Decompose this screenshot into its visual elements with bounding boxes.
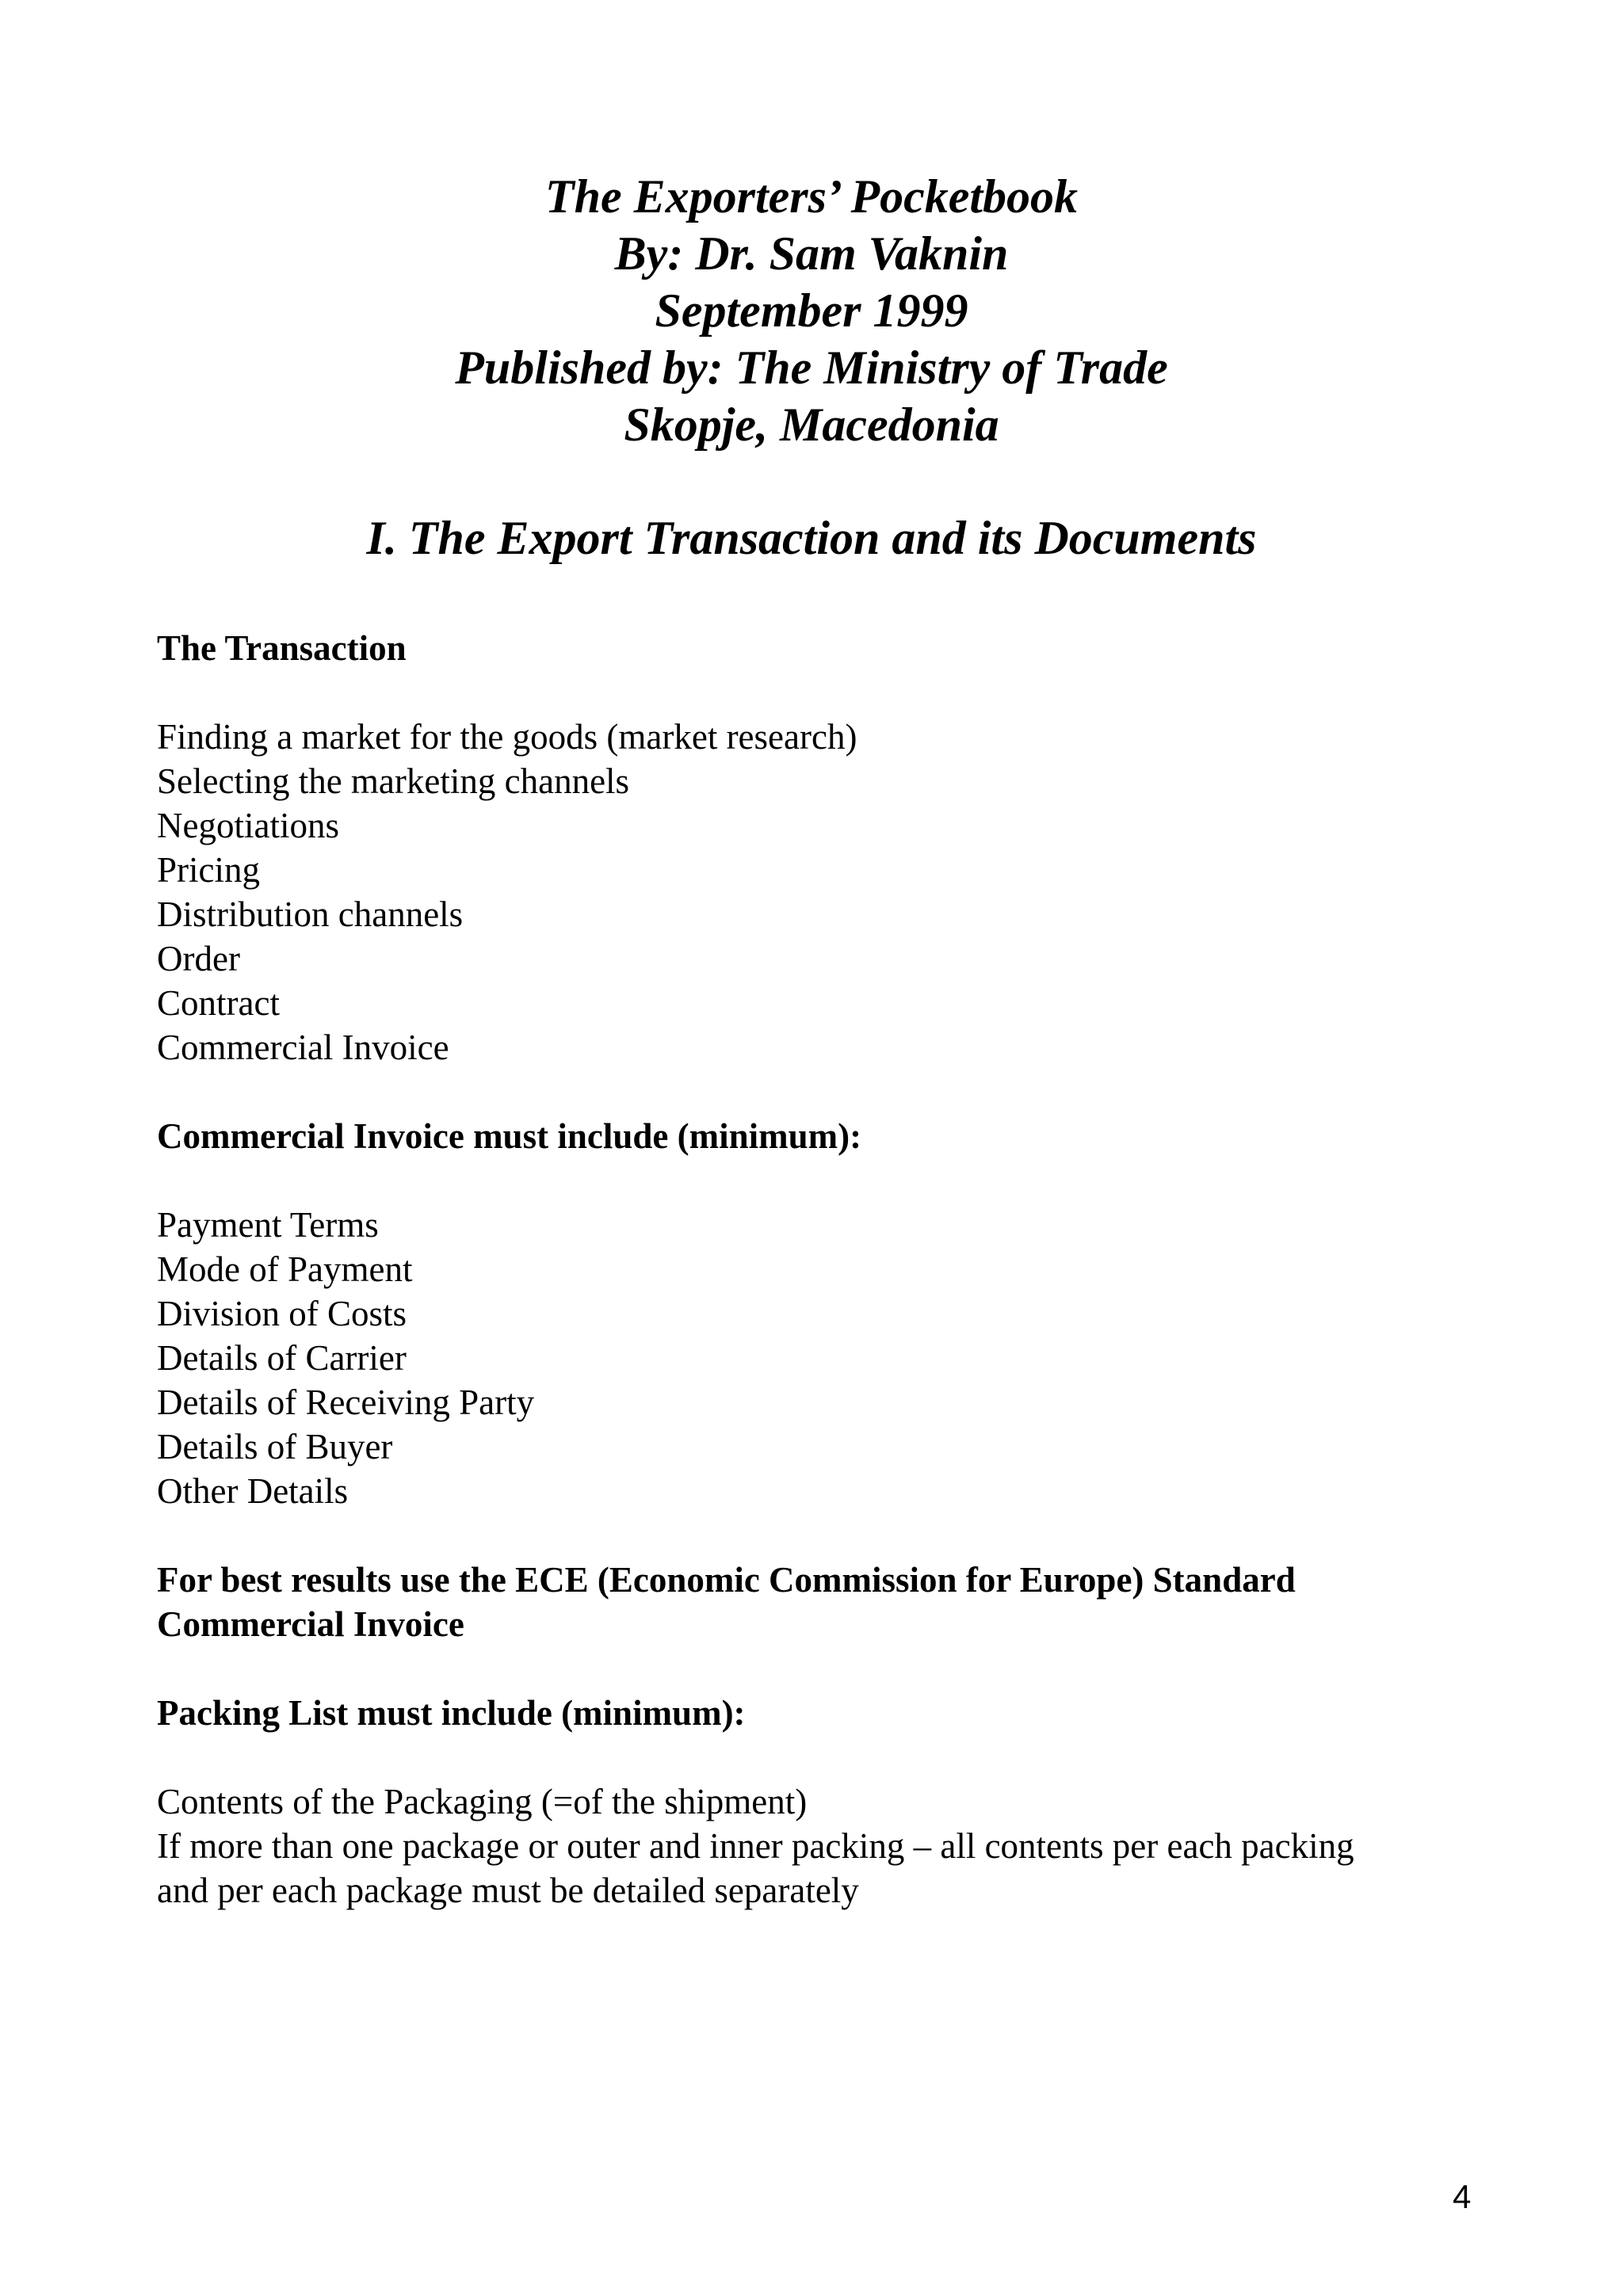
section-heading-invoice: Commercial Invoice must include (minimum): (157, 1116, 862, 1156)
list-item: Selecting the marketing channels (157, 761, 630, 801)
book-title: The Exporters’ Pocketbook (544, 170, 1079, 223)
spacer (157, 1735, 1488, 1779)
location-line: Skopje, Macedonia (624, 399, 999, 451)
section-heading-packing: Packing List must include (minimum): (157, 1693, 746, 1733)
publisher-line: Published by: The Ministry of Trade (455, 341, 1168, 394)
spacer (157, 1513, 1488, 1558)
list-item: Payment Terms (157, 1205, 379, 1245)
ece-note-line-2: Commercial Invoice (157, 1604, 464, 1644)
list-item: Details of Buyer (157, 1427, 393, 1466)
list-item: If more than one package or outer and inner packing – all contents per each packing (157, 1826, 1354, 1866)
spacer (157, 1646, 1488, 1691)
list-item: Details of Receiving Party (157, 1383, 535, 1422)
list-item: and per each package must be detailed separately (157, 1871, 859, 1910)
list-item: Order (157, 939, 240, 978)
list-item: Finding a market for the goods (market research) (157, 717, 857, 757)
list-item: Commercial Invoice (157, 1028, 449, 1067)
spacer (157, 1070, 1488, 1114)
document-body (157, 626, 1488, 1913)
section-heading-transaction: The Transaction (157, 628, 407, 668)
list-item: Contents of the Packaging (=of the shipment) (157, 1782, 808, 1821)
list-item: Pricing (157, 850, 260, 890)
list-item: Mode of Payment (157, 1249, 413, 1289)
spacer (157, 1158, 1488, 1203)
list-item: Details of Carrier (157, 1338, 407, 1378)
author-line: By: Dr. Sam Vaknin (614, 227, 1009, 280)
list-item: Negotiations (157, 806, 339, 845)
date-line: September 1999 (655, 284, 968, 337)
list-item: Contract (157, 983, 280, 1023)
title-block (0, 168, 1623, 453)
list-item: Division of Costs (157, 1294, 407, 1333)
list-item: Other Details (157, 1471, 349, 1511)
ece-note-line-1: For best results use the ECE (Economic Commission for Europe) Standard (157, 1560, 1296, 1600)
list-item: Distribution channels (157, 894, 464, 934)
spacer (157, 670, 1488, 715)
page-number: 4 (1453, 2178, 1472, 2215)
chapter-title: I. The Export Transaction and its Documents (366, 512, 1257, 564)
